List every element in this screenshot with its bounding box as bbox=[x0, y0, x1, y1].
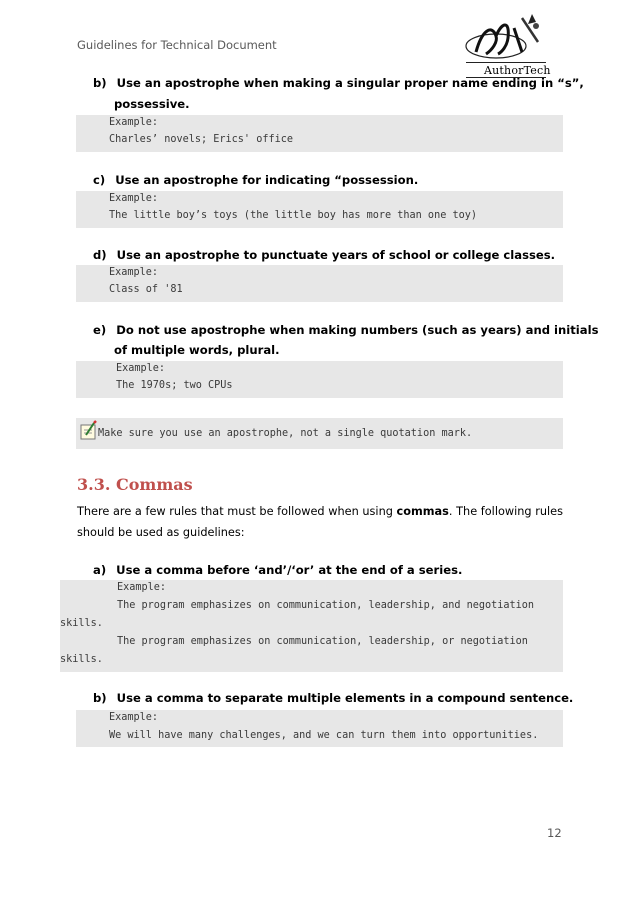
section-title: 3.3. Commas bbox=[77, 475, 193, 494]
example-box bbox=[76, 361, 563, 398]
example-box bbox=[76, 191, 563, 228]
example-label: Example: bbox=[116, 363, 166, 374]
example-box bbox=[76, 265, 563, 302]
example-text: The little boy’s toys (the little boy has more than one toy) bbox=[109, 210, 478, 221]
rule-text: Do not use apostrophe when making numbers (such as years) and initials bbox=[116, 323, 599, 337]
example-box bbox=[60, 580, 563, 672]
logo-text: AuthorTech bbox=[484, 64, 551, 77]
example-text: Class of '81 bbox=[109, 284, 183, 295]
intro-bold: commas bbox=[396, 505, 449, 518]
example-label: Example: bbox=[109, 117, 159, 128]
rule-text: Use an apostrophe to punctuate years of school or college classes. bbox=[116, 248, 556, 262]
note-text: Make sure you use an apostrophe, not a single quotation mark. bbox=[98, 428, 473, 439]
authortech-logo bbox=[462, 12, 554, 84]
rule-d-heading bbox=[93, 248, 555, 262]
example-label: Example: bbox=[109, 712, 159, 723]
rule-text: Use a comma to separate multiple elements in a compound sentence. bbox=[116, 691, 574, 705]
note-pad-icon bbox=[80, 420, 98, 440]
example-label: Example: bbox=[109, 267, 159, 278]
rule-b-heading-cont: possessive. bbox=[114, 97, 190, 111]
rule-text: Use an apostrophe when making a singular proper name ending in “s”, bbox=[116, 76, 584, 90]
example-text: The program emphasizes on communication, leadership, or negotiation bbox=[117, 636, 528, 647]
example-box bbox=[76, 710, 563, 747]
comma-rule-b-heading bbox=[93, 691, 573, 705]
example-text: skills. bbox=[60, 618, 103, 629]
page-header-title: Guidelines for Technical Document bbox=[77, 38, 277, 52]
rule-b-heading bbox=[93, 76, 584, 90]
rule-c-heading bbox=[93, 173, 418, 187]
rule-label: b) bbox=[93, 76, 107, 90]
rule-label: e) bbox=[93, 323, 107, 337]
rule-e-heading bbox=[93, 323, 598, 337]
intro-text: There are a few rules that must be followed when using bbox=[77, 505, 397, 518]
rule-text: Use a comma before ‘and’/‘or’ at the end of a series. bbox=[116, 563, 463, 577]
page-number: 12 bbox=[547, 826, 562, 840]
example-label: Example: bbox=[109, 193, 159, 204]
example-label: Example: bbox=[117, 582, 167, 593]
rule-label: d) bbox=[93, 248, 107, 262]
rule-label: c) bbox=[93, 173, 106, 187]
rule-label: b) bbox=[93, 691, 107, 705]
intro-text-end: . The following rules should be used as guidelines: bbox=[77, 505, 563, 539]
example-text: skills. bbox=[60, 654, 103, 665]
rule-text: Use an apostrophe for indicating “possession. bbox=[115, 173, 419, 187]
example-text: The program emphasizes on communication, leadership, and negotiation bbox=[117, 600, 535, 611]
section-intro bbox=[77, 501, 563, 543]
example-text: Charles’ novels; Erics' office bbox=[109, 134, 294, 145]
example-text: The 1970s; two CPUs bbox=[116, 380, 233, 391]
example-text: We will have many challenges, and we can turn them into opportunities. bbox=[109, 730, 539, 741]
note-box bbox=[76, 418, 563, 449]
comma-rule-a-heading bbox=[93, 563, 462, 577]
rule-e-heading-cont: of multiple words, plural. bbox=[114, 343, 280, 357]
rule-label: a) bbox=[93, 563, 107, 577]
logo-emblem-icon bbox=[462, 12, 554, 64]
example-box bbox=[76, 115, 563, 152]
